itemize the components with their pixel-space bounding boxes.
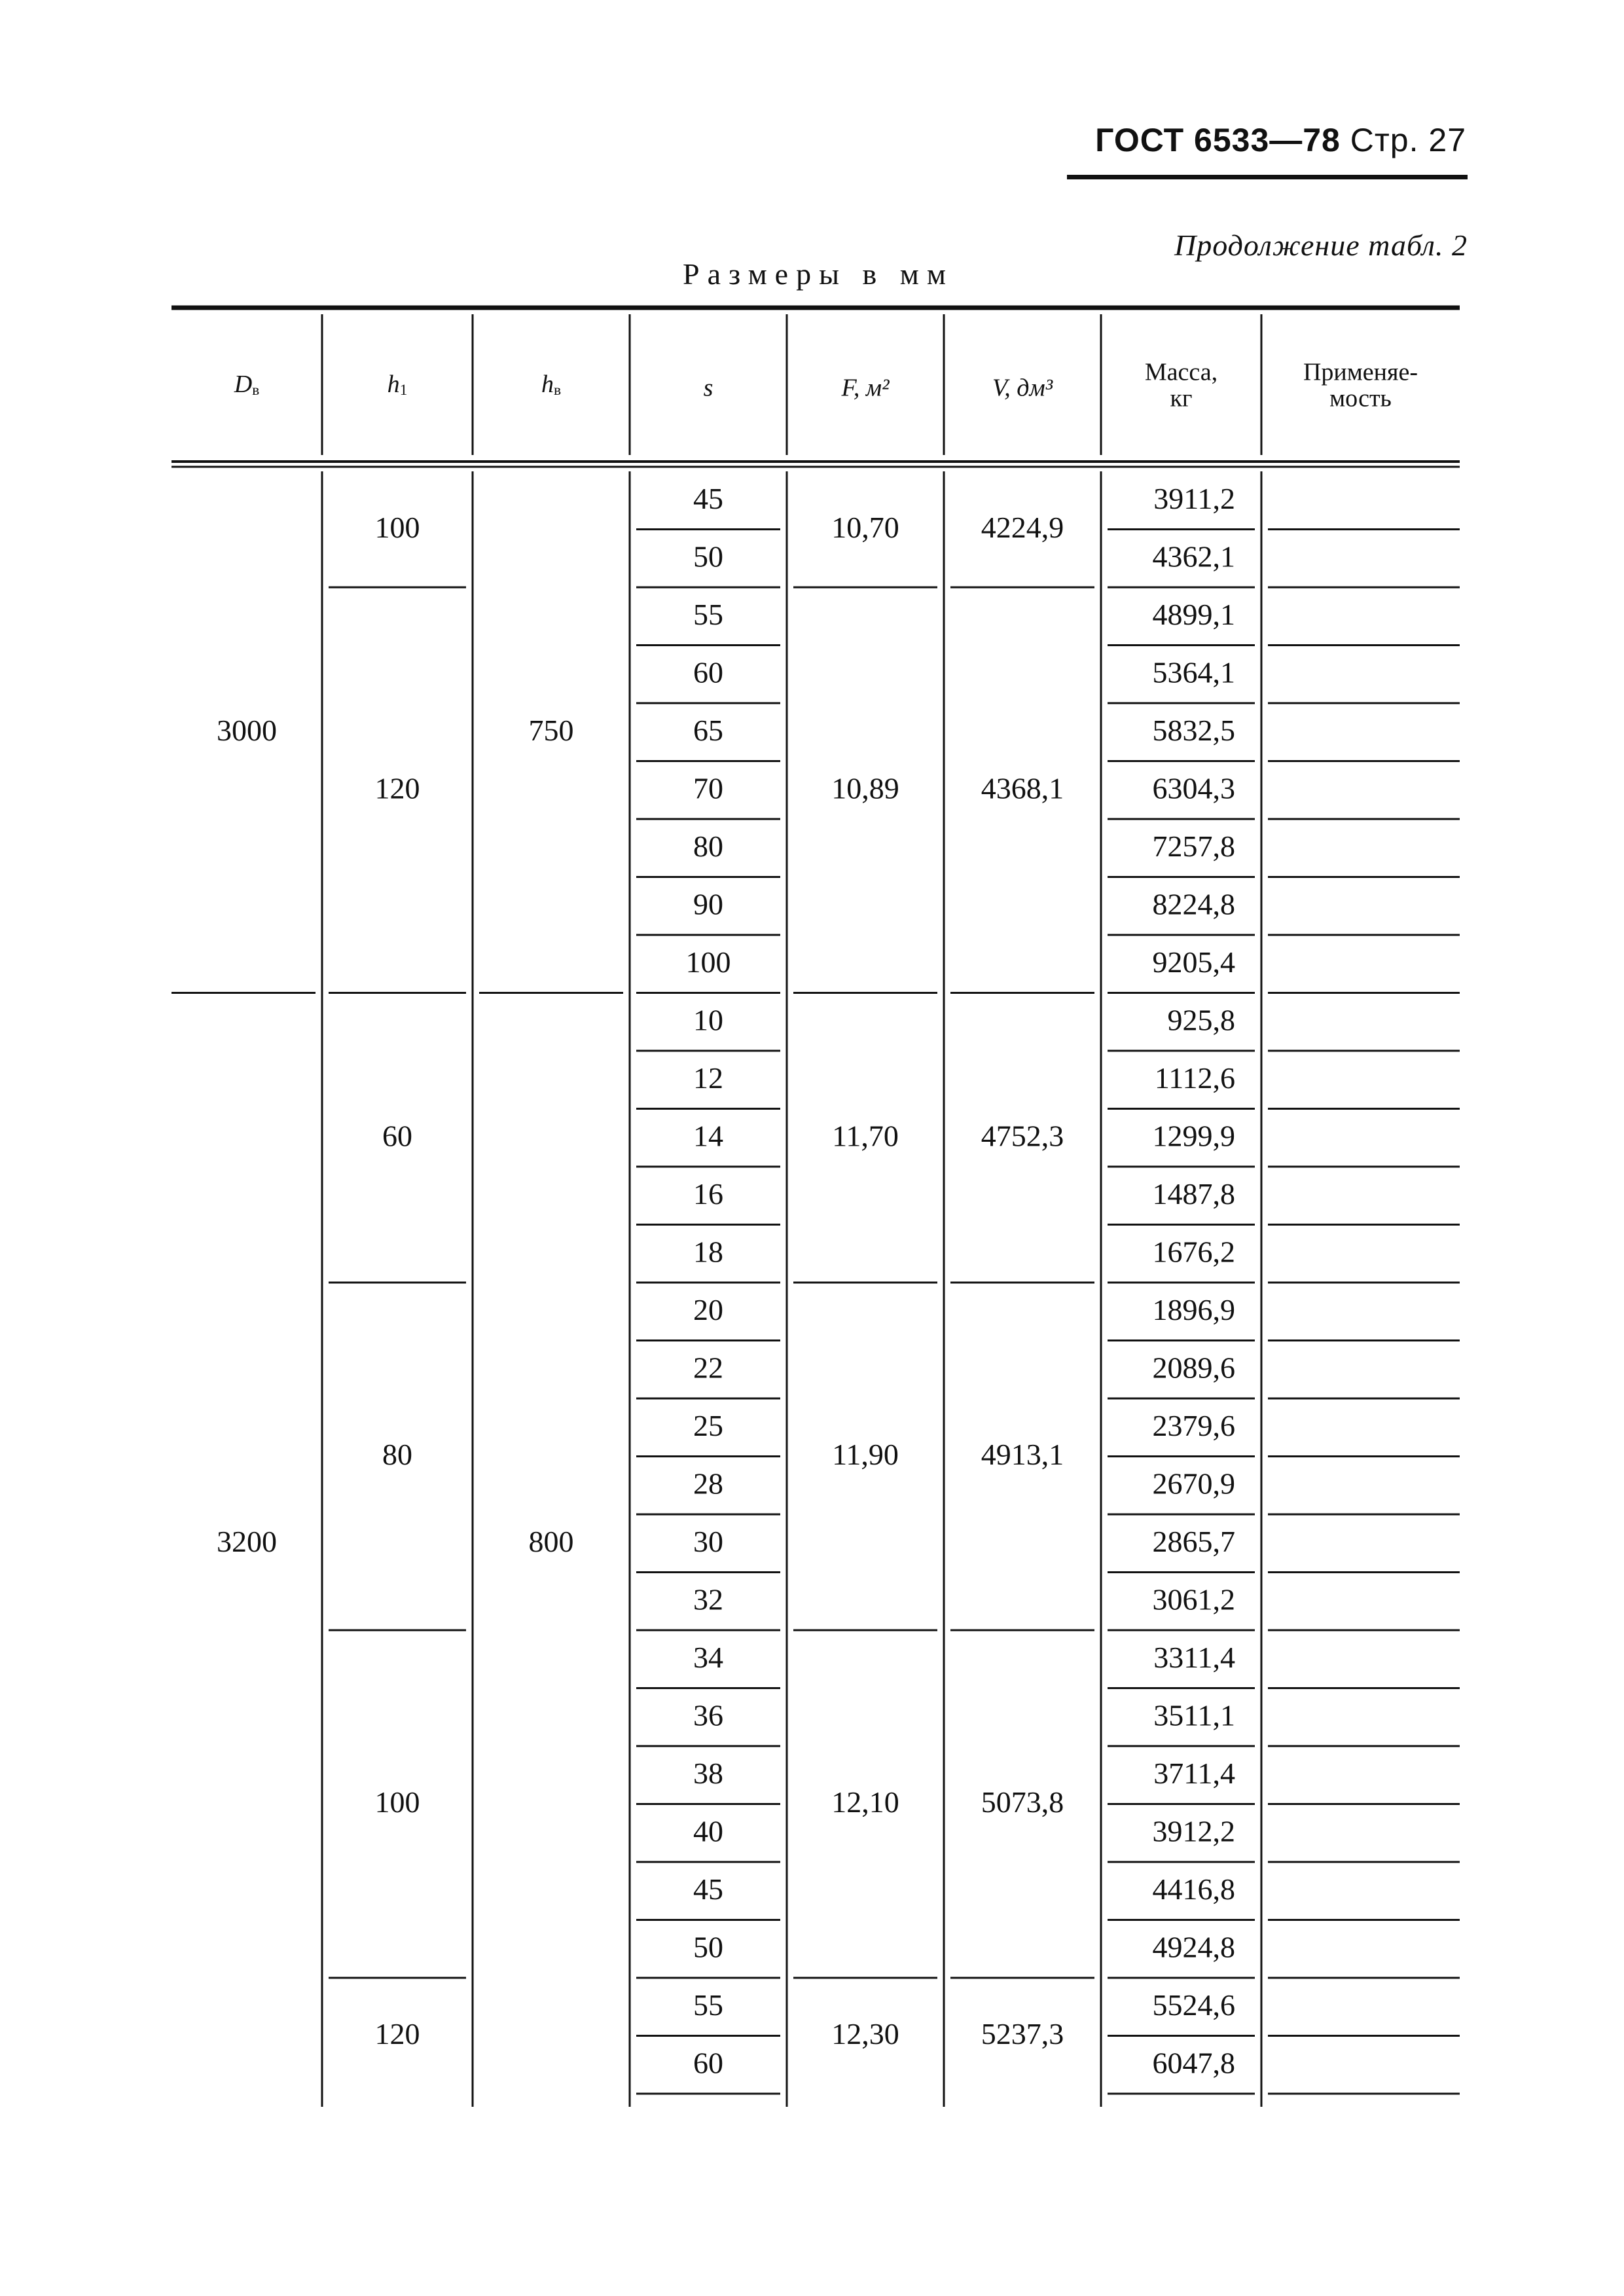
mass-value: 1112,6 xyxy=(1154,1061,1235,1095)
area-f-value: 10,70 xyxy=(831,511,899,545)
h1-value: 100 xyxy=(374,1785,420,1819)
mass-value: 7257,8 xyxy=(1152,829,1235,863)
thickness-s-value: 38 xyxy=(693,1756,723,1790)
h1-value: 80 xyxy=(382,1438,412,1472)
mass-value: 4362,1 xyxy=(1152,539,1235,574)
thickness-s-value: 40 xyxy=(693,1814,723,1848)
thickness-s-value: 80 xyxy=(693,829,723,863)
col-header-applic-1: Применяе- xyxy=(1303,358,1418,386)
mass-value: 5832,5 xyxy=(1152,713,1235,747)
thickness-s-value: 100 xyxy=(685,945,731,979)
col-header-s: s xyxy=(703,374,713,402)
mass-value: 1299,9 xyxy=(1152,1119,1235,1153)
col-header-applic-2: мость xyxy=(1329,384,1392,412)
thickness-s-value: 65 xyxy=(693,713,723,747)
area-f-value: 11,90 xyxy=(832,1438,899,1472)
thickness-s-value: 12 xyxy=(693,1061,723,1095)
col-header-hv: $h_в$ xyxy=(541,370,562,399)
mass-value: 6304,3 xyxy=(1152,771,1235,805)
volume-v-value: 4913,1 xyxy=(981,1438,1064,1472)
mass-value: 1487,8 xyxy=(1152,1176,1235,1211)
mass-value: 2670,9 xyxy=(1152,1467,1235,1501)
thickness-s-value: 50 xyxy=(693,539,723,574)
mass-value: 5364,1 xyxy=(1152,655,1235,689)
col-header-h1: $h_1$ xyxy=(387,370,408,399)
h1-value: 100 xyxy=(374,511,420,545)
thickness-s-value: 28 xyxy=(693,1467,723,1501)
mass-value: 2379,6 xyxy=(1152,1408,1235,1442)
volume-v-value: 4224,9 xyxy=(981,511,1064,545)
thickness-s-value: 14 xyxy=(693,1119,723,1153)
mass-value: 6047,8 xyxy=(1152,2046,1235,2080)
mass-value: 5524,6 xyxy=(1152,1988,1235,2022)
thickness-s-value: 30 xyxy=(693,1524,723,1558)
mass-value: 3711,4 xyxy=(1153,1756,1235,1790)
diameter-dv-value: 3200 xyxy=(217,1524,277,1558)
thickness-s-value: 10 xyxy=(693,1003,723,1037)
area-f-value: 12,10 xyxy=(831,1785,899,1819)
thickness-s-value: 60 xyxy=(693,655,723,689)
col-header-v: V, дм³ xyxy=(992,374,1053,402)
thickness-s-value: 55 xyxy=(693,1988,723,2022)
thickness-s-value: 16 xyxy=(693,1176,723,1211)
thickness-s-value: 50 xyxy=(693,1930,723,1964)
thickness-s-value: 45 xyxy=(693,481,723,515)
thickness-s-value: 22 xyxy=(693,1351,723,1385)
col-header-dv: $D_в$ xyxy=(234,370,260,399)
col-header-mass-2: кг xyxy=(1170,384,1193,412)
col-header-mass-1: Масса, xyxy=(1144,358,1218,386)
diameter-dv-value: 3000 xyxy=(217,713,277,747)
mass-value: 4416,8 xyxy=(1152,1872,1235,1906)
area-f-value: 10,89 xyxy=(831,771,899,805)
volume-v-value: 5073,8 xyxy=(981,1785,1064,1819)
thickness-s-value: 45 xyxy=(693,1872,723,1906)
mass-value: 4924,8 xyxy=(1152,1930,1235,1964)
mass-value: 1896,9 xyxy=(1152,1292,1235,1326)
standard-number: ГОСТ 6533—78 xyxy=(1095,122,1341,158)
mass-value: 8224,8 xyxy=(1152,887,1235,921)
h1-value: 60 xyxy=(382,1119,412,1153)
col-header-f: F, м² xyxy=(841,374,890,402)
units-caption: Размеры в мм xyxy=(683,257,954,291)
mass-value: 3311,4 xyxy=(1153,1640,1235,1674)
mass-value: 3511,1 xyxy=(1153,1698,1235,1732)
volume-v-value: 5237,3 xyxy=(981,2017,1064,2051)
volume-v-value: 4752,3 xyxy=(981,1119,1064,1153)
continuation-note: Продолжение табл. 2 xyxy=(1174,228,1468,262)
thickness-s-value: 55 xyxy=(693,597,723,631)
page-number: Стр. 27 xyxy=(1350,122,1466,158)
mass-value: 3061,2 xyxy=(1152,1582,1235,1616)
height-hv-value: 800 xyxy=(528,1524,574,1558)
area-f-value: 12,30 xyxy=(831,2017,899,2051)
h1-value: 120 xyxy=(374,2017,420,2051)
thickness-s-value: 34 xyxy=(693,1640,723,1674)
mass-value: 2089,6 xyxy=(1152,1351,1235,1385)
thickness-s-value: 70 xyxy=(693,771,723,805)
mass-value: 925,8 xyxy=(1167,1003,1235,1037)
thickness-s-value: 60 xyxy=(693,2046,723,2080)
thickness-s-value: 36 xyxy=(693,1698,723,1732)
mass-value: 4899,1 xyxy=(1152,597,1235,631)
mass-value: 3911,2 xyxy=(1153,481,1235,515)
mass-value: 2865,7 xyxy=(1152,1524,1235,1558)
thickness-s-value: 90 xyxy=(693,887,723,921)
thickness-s-value: 20 xyxy=(693,1292,723,1326)
thickness-s-value: 18 xyxy=(693,1235,723,1269)
thickness-s-value: 32 xyxy=(693,1582,723,1616)
mass-value: 9205,4 xyxy=(1152,945,1235,979)
h1-value: 120 xyxy=(374,771,420,805)
thickness-s-value: 25 xyxy=(693,1408,723,1442)
volume-v-value: 4368,1 xyxy=(981,771,1064,805)
mass-value: 3912,2 xyxy=(1152,1814,1235,1848)
height-hv-value: 750 xyxy=(528,713,574,747)
area-f-value: 11,70 xyxy=(832,1119,899,1153)
mass-value: 1676,2 xyxy=(1152,1235,1235,1269)
